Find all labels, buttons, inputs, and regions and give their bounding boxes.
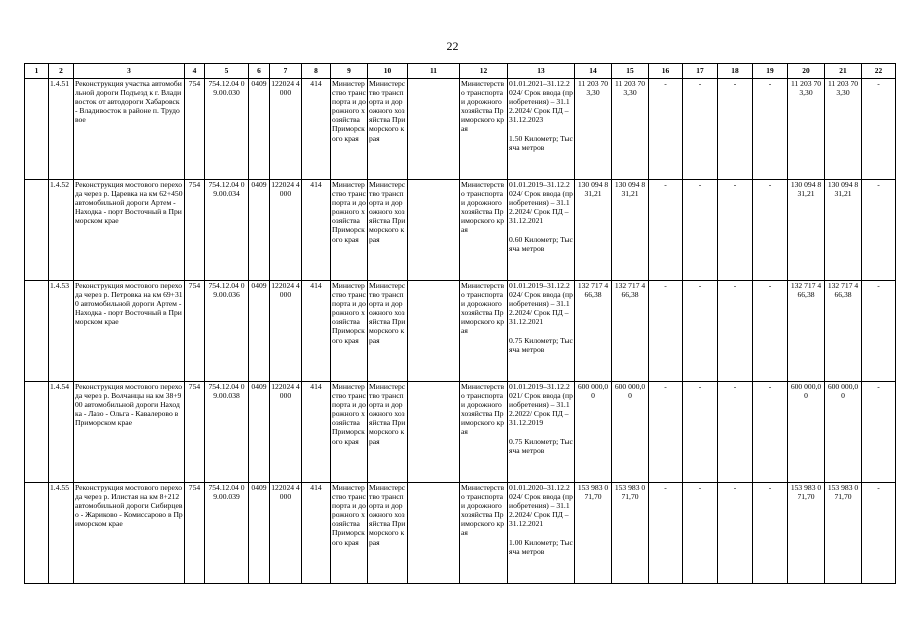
cell-col-18: - <box>718 483 753 584</box>
cell-col-5: 754.12.04 09.00.034 <box>205 180 249 281</box>
cell-col-10: Министерство транспорта и дорожного хозяйства Приморского края <box>368 281 408 382</box>
cell-col-18: - <box>718 281 753 382</box>
cell-col-1 <box>25 483 49 584</box>
column-number-6: 6 <box>249 64 270 79</box>
cell-col-12: Министерство транспорта и дорожного хозяйства Приморского края <box>460 483 508 584</box>
cell-col-5: 754.12.04 09.00.039 <box>205 483 249 584</box>
column-number-9: 9 <box>331 64 368 79</box>
cell-col-22: - <box>862 79 896 180</box>
cell-col-10: Министерство транспорта и дорожного хозяйства Приморского края <box>368 180 408 281</box>
column-number-4: 4 <box>185 64 205 79</box>
cell-col-13: 01.01.2019–31.12.2024/ Срок ввода (приобретения) – 31.12.2024/ Срок ПД – 31.12.2021 0.60 Километр; Тысяча метров <box>508 180 575 281</box>
cell-col-10: Министерство транспорта и дорожного хозяйства Приморского края <box>368 382 408 483</box>
cell-col-7: 122024 4000 <box>270 483 302 584</box>
cell-col-1 <box>25 180 49 281</box>
cell-col-11 <box>408 483 460 584</box>
cell-col-1 <box>25 79 49 180</box>
cell-col-18: - <box>718 79 753 180</box>
cell-col-2: 1.4.52 <box>49 180 74 281</box>
cell-col-3: Реконструкция мостового перехода через р. Илистая на км 8+212 автомобильной дороги Сибирцево - Жариково - Комиссарово в Приморском крае <box>74 483 185 584</box>
cell-col-8: 414 <box>302 281 331 382</box>
cell-col-9: Министерство транспорта и дорожного хозяйства Приморского края <box>331 79 368 180</box>
cell-col-20: 153 983 071,70 <box>788 483 825 584</box>
cell-col-21: 153 983 071,70 <box>825 483 862 584</box>
cell-col-22: - <box>862 382 896 483</box>
cell-col-3: Реконструкция участка автомобильной дороги Подъезд к г. Владивосток от автодороги Хабаровск - Владивосток в районе п. Трудовое <box>74 79 185 180</box>
column-number-1: 1 <box>25 64 49 79</box>
cell-col-15: 153 983 071,70 <box>612 483 649 584</box>
column-numbers-row <box>25 64 896 79</box>
cell-col-21: 600 000,00 <box>825 382 862 483</box>
page-number: 22 <box>446 39 459 53</box>
cell-col-17: - <box>683 483 718 584</box>
cell-col-10: Министерство транспорта и дорожного хозяйства Приморского края <box>368 79 408 180</box>
cell-col-15: 132 717 466,38 <box>612 281 649 382</box>
table-row <box>25 180 896 281</box>
cell-col-7: 122024 4000 <box>270 79 302 180</box>
cell-col-6: 0409 <box>249 79 270 180</box>
column-number-15: 15 <box>612 64 649 79</box>
cell-col-2: 1.4.51 <box>49 79 74 180</box>
cell-col-16: - <box>649 79 683 180</box>
cell-col-12: Министерство транспорта и дорожного хозяйства Приморского края <box>460 281 508 382</box>
cell-col-22: - <box>862 483 896 584</box>
cell-col-20: 600 000,00 <box>788 382 825 483</box>
column-number-13: 13 <box>508 64 575 79</box>
cell-col-5: 754.12.04 09.00.036 <box>205 281 249 382</box>
cell-col-19: - <box>753 79 788 180</box>
cell-col-12: Министерство транспорта и дорожного хозяйства Приморского края <box>460 79 508 180</box>
cell-col-15: 11 203 703,30 <box>612 79 649 180</box>
cell-col-2: 1.4.54 <box>49 382 74 483</box>
cell-col-1 <box>25 281 49 382</box>
cell-col-19: - <box>753 281 788 382</box>
cell-col-14: 600 000,00 <box>575 382 612 483</box>
cell-col-20: 132 717 466,38 <box>788 281 825 382</box>
column-number-7: 7 <box>270 64 302 79</box>
cell-col-20: 130 094 831,21 <box>788 180 825 281</box>
cell-col-8: 414 <box>302 180 331 281</box>
cell-col-19: - <box>753 180 788 281</box>
cell-col-4: 754 <box>185 382 205 483</box>
table-row <box>25 382 896 483</box>
cell-col-6: 0409 <box>249 483 270 584</box>
column-number-18: 18 <box>718 64 753 79</box>
column-number-12: 12 <box>460 64 508 79</box>
cell-col-3: Реконструкция мостового перехода через р. Волчанцы на км 38+900 автомобильной дороги Находка - Лазо - Ольга - Кавалерово в Приморском крае <box>74 382 185 483</box>
cell-col-12: Министерство транспорта и дорожного хозяйства Приморского края <box>460 382 508 483</box>
cell-col-22: - <box>862 281 896 382</box>
cell-col-21: 132 717 466,38 <box>825 281 862 382</box>
column-number-14: 14 <box>575 64 612 79</box>
cell-col-11 <box>408 382 460 483</box>
cell-col-15: 130 094 831,21 <box>612 180 649 281</box>
column-number-19: 19 <box>753 64 788 79</box>
column-number-11: 11 <box>408 64 460 79</box>
cell-col-13: 01.01.2021–31.12.2024/ Срок ввода (приобретения) – 31.12.2024/ Срок ПД – 31.12.2023 1.50 Километр; Тысяча метров <box>508 79 575 180</box>
cell-col-21: 130 094 831,21 <box>825 180 862 281</box>
cell-col-16: - <box>649 382 683 483</box>
cell-col-17: - <box>683 382 718 483</box>
column-number-5: 5 <box>205 64 249 79</box>
cell-col-16: - <box>649 281 683 382</box>
table-row <box>25 281 896 382</box>
cell-col-16: - <box>649 483 683 584</box>
cell-col-2: 1.4.53 <box>49 281 74 382</box>
column-number-17: 17 <box>683 64 718 79</box>
cell-col-2: 1.4.55 <box>49 483 74 584</box>
cell-col-15: 600 000,00 <box>612 382 649 483</box>
cell-col-4: 754 <box>185 79 205 180</box>
cell-col-14: 11 203 703,30 <box>575 79 612 180</box>
cell-col-8: 414 <box>302 483 331 584</box>
column-number-20: 20 <box>788 64 825 79</box>
cell-col-13: 01.01.2019–31.12.2021/ Срок ввода (приобретения) – 31.12.2022/ Срок ПД – 31.12.2019 0.75 Километр; Тысяча метров <box>508 382 575 483</box>
table-row <box>25 483 896 584</box>
cell-col-11 <box>408 281 460 382</box>
cell-col-8: 414 <box>302 79 331 180</box>
cell-col-9: Министерство транспорта и дорожного хозяйства Приморского края <box>331 483 368 584</box>
cell-col-7: 122024 4000 <box>270 180 302 281</box>
cell-col-16: - <box>649 180 683 281</box>
column-number-8: 8 <box>302 64 331 79</box>
cell-col-13: 01.01.2019–31.12.2024/ Срок ввода (приобретения) – 31.12.2024/ Срок ПД – 31.12.2021 0.75 Километр; Тысяча метров <box>508 281 575 382</box>
cell-col-22: - <box>862 180 896 281</box>
cell-col-17: - <box>683 281 718 382</box>
cell-col-13: 01.01.2020–31.12.2024/ Срок ввода (приобретения) – 31.12.2024/ Срок ПД – 31.12.2021 1.00 Километр; Тысяча метров <box>508 483 575 584</box>
cell-col-11 <box>408 79 460 180</box>
cell-col-5: 754.12.04 09.00.038 <box>205 382 249 483</box>
column-number-2: 2 <box>49 64 74 79</box>
cell-col-10: Министерство транспорта и дорожного хозяйства Приморского края <box>368 483 408 584</box>
cell-col-17: - <box>683 180 718 281</box>
cell-col-3: Реконструкция мостового перехода через р. Петровка на км 69+310 автомобильной дороги Артем - Находка - порт Восточный в Приморском крае <box>74 281 185 382</box>
cell-col-9: Министерство транспорта и дорожного хозяйства Приморского края <box>331 382 368 483</box>
cell-col-7: 122024 4000 <box>270 281 302 382</box>
cell-col-6: 0409 <box>249 382 270 483</box>
cell-col-3: Реконструкция мостового перехода через р. Царевка на км 62+450 автомобильной дороги Артем - Находка - порт Восточный в Приморском крае <box>74 180 185 281</box>
cell-col-18: - <box>718 382 753 483</box>
cell-col-21: 11 203 703,30 <box>825 79 862 180</box>
cell-col-12: Министерство транспорта и дорожного хозяйства Приморского края <box>460 180 508 281</box>
cell-col-9: Министерство транспорта и дорожного хозяйства Приморского края <box>331 180 368 281</box>
investment-objects-table <box>24 63 896 584</box>
cell-col-8: 414 <box>302 382 331 483</box>
cell-col-1 <box>25 382 49 483</box>
cell-col-14: 132 717 466,38 <box>575 281 612 382</box>
cell-col-11 <box>408 180 460 281</box>
cell-col-14: 153 983 071,70 <box>575 483 612 584</box>
cell-col-19: - <box>753 483 788 584</box>
cell-col-4: 754 <box>185 483 205 584</box>
cell-col-20: 11 203 703,30 <box>788 79 825 180</box>
cell-col-18: - <box>718 180 753 281</box>
cell-col-6: 0409 <box>249 281 270 382</box>
column-number-10: 10 <box>368 64 408 79</box>
cell-col-4: 754 <box>185 281 205 382</box>
cell-col-14: 130 094 831,21 <box>575 180 612 281</box>
table-row <box>25 79 896 180</box>
column-number-21: 21 <box>825 64 862 79</box>
cell-col-6: 0409 <box>249 180 270 281</box>
cell-col-19: - <box>753 382 788 483</box>
cell-col-4: 754 <box>185 180 205 281</box>
cell-col-5: 754.12.04 09.00.030 <box>205 79 249 180</box>
cell-col-17: - <box>683 79 718 180</box>
cell-col-9: Министерство транспорта и дорожного хозяйства Приморского края <box>331 281 368 382</box>
column-number-16: 16 <box>649 64 683 79</box>
cell-col-7: 122024 4000 <box>270 382 302 483</box>
column-number-22: 22 <box>862 64 896 79</box>
column-number-3: 3 <box>74 64 185 79</box>
